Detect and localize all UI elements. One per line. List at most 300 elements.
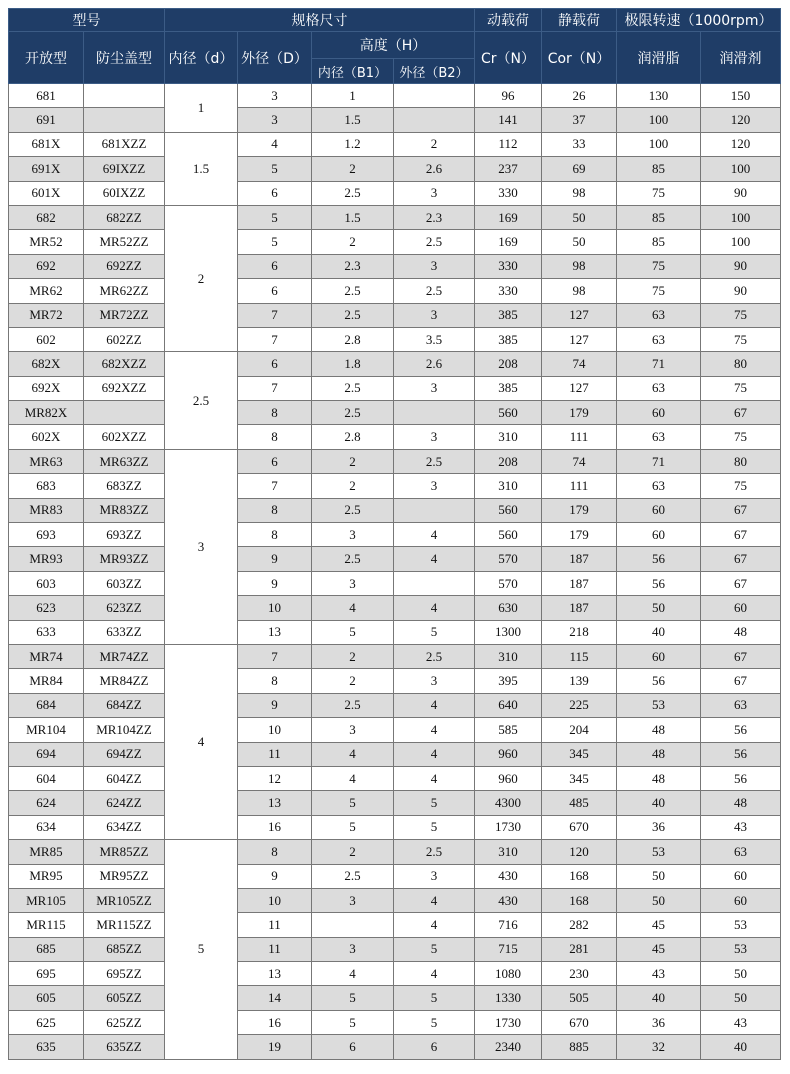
- table-row: [9, 376, 781, 400]
- oil-cell: 67: [701, 498, 781, 522]
- outer-b2-cell: 4: [394, 742, 475, 766]
- open-type-cell: MR83: [9, 498, 84, 522]
- shield-type-cell: [84, 108, 165, 132]
- oil-cell: 100: [701, 157, 781, 181]
- table-row: [9, 1010, 781, 1034]
- oil-cell: 60: [701, 888, 781, 912]
- table-row: [9, 693, 781, 717]
- inner-d-header: 内径（d）: [165, 32, 238, 84]
- open-type-cell: MR63: [9, 449, 84, 473]
- table-row: [9, 108, 781, 132]
- shield-type-cell: MR105ZZ: [84, 888, 165, 912]
- shield-type-cell: 602XZZ: [84, 425, 165, 449]
- open-type-cell: 692X: [9, 376, 84, 400]
- cor-cell: 168: [542, 864, 617, 888]
- inner-b1-cell: 1.8: [312, 352, 394, 376]
- outer-b2-cell: 4: [394, 596, 475, 620]
- inner-b1-cell: 1.5: [312, 108, 394, 132]
- open-type-cell: 684: [9, 693, 84, 717]
- cr-cell: 310: [475, 474, 542, 498]
- shield-type-cell: 633ZZ: [84, 620, 165, 644]
- cr-cell: 960: [475, 742, 542, 766]
- shield-type-cell: MR63ZZ: [84, 449, 165, 473]
- grease-cell: 100: [617, 132, 701, 156]
- table-row: [9, 644, 781, 668]
- open-type-cell: 694: [9, 742, 84, 766]
- cor-cell: 282: [542, 913, 617, 937]
- table-row: [9, 620, 781, 644]
- oil-cell: 53: [701, 913, 781, 937]
- oil-cell: 40: [701, 1035, 781, 1059]
- outer-b2-cell: 4: [394, 523, 475, 547]
- outer-b2-cell: 3: [394, 303, 475, 327]
- grease-cell: 63: [617, 474, 701, 498]
- outer-b2-cell: 4: [394, 547, 475, 571]
- outer-d-cell: 12: [238, 766, 312, 790]
- cor-cell: 50: [542, 230, 617, 254]
- outer-d-cell: 8: [238, 523, 312, 547]
- cor-cell: 179: [542, 523, 617, 547]
- cor-cell: 230: [542, 962, 617, 986]
- table-row: [9, 132, 781, 156]
- cr-cell: 169: [475, 230, 542, 254]
- grease-cell: 63: [617, 303, 701, 327]
- open-type-cell: MR95: [9, 864, 84, 888]
- outer-b2-cell: 4: [394, 962, 475, 986]
- cr-cell: 310: [475, 644, 542, 668]
- oil-cell: 80: [701, 449, 781, 473]
- outer-d-cell: 11: [238, 937, 312, 961]
- table-row: [9, 401, 781, 425]
- table-row: [9, 157, 781, 181]
- table-row: [9, 425, 781, 449]
- outer-b2-cell: 3: [394, 474, 475, 498]
- grease-cell: 48: [617, 742, 701, 766]
- inner-b1-cell: 3: [312, 718, 394, 742]
- cr-cell: 2340: [475, 1035, 542, 1059]
- grease-cell: 48: [617, 766, 701, 790]
- inner-b1-cell: 2.8: [312, 425, 394, 449]
- inner-b1-cell: 2: [312, 230, 394, 254]
- grease-cell: 85: [617, 230, 701, 254]
- outer-d-cell: 16: [238, 1010, 312, 1034]
- cr-cell: 430: [475, 888, 542, 912]
- oil-cell: 67: [701, 523, 781, 547]
- shield-type-cell: 682ZZ: [84, 205, 165, 229]
- inner-b1-cell: 4: [312, 596, 394, 620]
- shield-type-cell: 605ZZ: [84, 986, 165, 1010]
- table-row: [9, 986, 781, 1010]
- shield-type-cell: MR115ZZ: [84, 913, 165, 937]
- shield-type-cell: 69IXZZ: [84, 157, 165, 181]
- inner-b1-cell: 2: [312, 644, 394, 668]
- cor-cell: 98: [542, 181, 617, 205]
- table-row: [9, 547, 781, 571]
- open-type-cell: MR105: [9, 888, 84, 912]
- shield-type-header: 防尘盖型: [84, 32, 165, 84]
- outer-b2-cell: [394, 84, 475, 108]
- grease-cell: 56: [617, 669, 701, 693]
- outer-d-cell: 6: [238, 449, 312, 473]
- outer-b2-cell: 4: [394, 766, 475, 790]
- cor-cell: 168: [542, 888, 617, 912]
- grease-cell: 63: [617, 376, 701, 400]
- speed-limit-header: 极限转速（1000rpm）: [617, 9, 781, 32]
- shield-type-cell: 635ZZ: [84, 1035, 165, 1059]
- outer-d-header: 外径（D）: [238, 32, 312, 84]
- cr-cell: 385: [475, 303, 542, 327]
- table-row: [9, 669, 781, 693]
- shield-type-cell: 682XZZ: [84, 352, 165, 376]
- outer-b2-cell: 3.5: [394, 327, 475, 351]
- shield-type-cell: MR62ZZ: [84, 279, 165, 303]
- table-header: [9, 9, 781, 84]
- outer-b2-cell: 2.5: [394, 644, 475, 668]
- table-row: [9, 327, 781, 351]
- table-row: [9, 864, 781, 888]
- oil-cell: 56: [701, 742, 781, 766]
- cor-header: Cor（N）: [542, 32, 617, 84]
- grease-cell: 50: [617, 596, 701, 620]
- oil-cell: 63: [701, 693, 781, 717]
- outer-d-cell: 8: [238, 669, 312, 693]
- inner-b1-cell: 6: [312, 1035, 394, 1059]
- inner-b1-cell: 2.5: [312, 279, 394, 303]
- grease-cell: 60: [617, 401, 701, 425]
- cor-cell: 187: [542, 547, 617, 571]
- inner-b1-cell: 2: [312, 157, 394, 181]
- shield-type-cell: 603ZZ: [84, 571, 165, 595]
- outer-d-cell: 6: [238, 181, 312, 205]
- inner-b1-cell: 2.8: [312, 327, 394, 351]
- cor-cell: 74: [542, 352, 617, 376]
- outer-d-cell: 4: [238, 132, 312, 156]
- inner-b1-cell: 2.5: [312, 181, 394, 205]
- outer-d-cell: 13: [238, 620, 312, 644]
- shield-type-cell: [84, 401, 165, 425]
- oil-cell: 75: [701, 327, 781, 351]
- inner-b1-cell: 2: [312, 474, 394, 498]
- cr-cell: 560: [475, 498, 542, 522]
- cor-cell: 37: [542, 108, 617, 132]
- inner-b1-cell: 3: [312, 523, 394, 547]
- table-row: [9, 205, 781, 229]
- table-row: [9, 840, 781, 864]
- outer-b2-cell: 2.3: [394, 205, 475, 229]
- grease-cell: 71: [617, 449, 701, 473]
- inner-b1-cell: 2.5: [312, 376, 394, 400]
- cor-cell: 115: [542, 644, 617, 668]
- open-type-cell: MR115: [9, 913, 84, 937]
- outer-b2-cell: 5: [394, 815, 475, 839]
- cor-cell: 74: [542, 449, 617, 473]
- inner-b1-cell: [312, 913, 394, 937]
- inner-b1-cell: 1.2: [312, 132, 394, 156]
- cr-cell: 385: [475, 376, 542, 400]
- oil-cell: 43: [701, 1010, 781, 1034]
- bearing-spec-table-container: [8, 8, 781, 1060]
- cr-cell: 141: [475, 108, 542, 132]
- open-type-cell: 691X: [9, 157, 84, 181]
- shield-type-cell: 685ZZ: [84, 937, 165, 961]
- shield-type-cell: MR85ZZ: [84, 840, 165, 864]
- outer-d-cell: 8: [238, 498, 312, 522]
- cor-cell: 98: [542, 254, 617, 278]
- open-type-cell: 681: [9, 84, 84, 108]
- open-type-cell: 691: [9, 108, 84, 132]
- inner-b1-cell: 2: [312, 669, 394, 693]
- shield-type-cell: MR52ZZ: [84, 230, 165, 254]
- outer-d-cell: 6: [238, 352, 312, 376]
- cr-cell: 1730: [475, 1010, 542, 1034]
- inner-b1-cell: 4: [312, 766, 394, 790]
- cor-cell: 670: [542, 815, 617, 839]
- outer-b2-cell: 5: [394, 986, 475, 1010]
- grease-cell: 100: [617, 108, 701, 132]
- outer-d-cell: 10: [238, 888, 312, 912]
- open-type-cell: 692: [9, 254, 84, 278]
- table-row: [9, 962, 781, 986]
- dynamic-load-header: 动载荷: [475, 9, 542, 32]
- outer-b2-cell: 3: [394, 181, 475, 205]
- shield-type-cell: 624ZZ: [84, 791, 165, 815]
- open-type-cell: 603: [9, 571, 84, 595]
- grease-cell: 40: [617, 620, 701, 644]
- inner-b1-header: 内径（B1）: [312, 59, 394, 84]
- outer-d-cell: 6: [238, 279, 312, 303]
- grease-cell: 45: [617, 913, 701, 937]
- outer-d-cell: 7: [238, 644, 312, 668]
- outer-b2-cell: 2.6: [394, 352, 475, 376]
- open-type-cell: 635: [9, 1035, 84, 1059]
- open-type-cell: 633: [9, 620, 84, 644]
- outer-b2-cell: 4: [394, 718, 475, 742]
- oil-cell: 43: [701, 815, 781, 839]
- cor-cell: 120: [542, 840, 617, 864]
- open-type-cell: 634: [9, 815, 84, 839]
- shield-type-cell: 681XZZ: [84, 132, 165, 156]
- outer-d-cell: 9: [238, 571, 312, 595]
- table-row: [9, 449, 781, 473]
- cr-cell: 1300: [475, 620, 542, 644]
- outer-b2-cell: [394, 401, 475, 425]
- cr-cell: 630: [475, 596, 542, 620]
- cr-cell: 96: [475, 84, 542, 108]
- inner-d-cell: 4: [165, 644, 238, 839]
- table-row: [9, 303, 781, 327]
- grease-cell: 36: [617, 1010, 701, 1034]
- shield-type-cell: 623ZZ: [84, 596, 165, 620]
- outer-b2-cell: 4: [394, 693, 475, 717]
- grease-cell: 48: [617, 718, 701, 742]
- outer-d-cell: 3: [238, 84, 312, 108]
- grease-cell: 75: [617, 181, 701, 205]
- oil-cell: 100: [701, 230, 781, 254]
- cor-cell: 187: [542, 571, 617, 595]
- cor-cell: 111: [542, 425, 617, 449]
- cr-cell: 169: [475, 205, 542, 229]
- oil-cell: 75: [701, 425, 781, 449]
- grease-cell: 85: [617, 157, 701, 181]
- open-type-cell: 693: [9, 523, 84, 547]
- grease-cell: 43: [617, 962, 701, 986]
- outer-b2-cell: [394, 498, 475, 522]
- outer-b2-cell: 3: [394, 254, 475, 278]
- inner-b1-cell: 2.5: [312, 401, 394, 425]
- outer-b2-cell: 6: [394, 1035, 475, 1059]
- open-type-cell: 605: [9, 986, 84, 1010]
- inner-b1-cell: 1.5: [312, 205, 394, 229]
- spec-header: 规格尺寸: [165, 9, 475, 32]
- outer-b2-cell: 4: [394, 913, 475, 937]
- outer-b2-header: 外径（B2）: [394, 59, 475, 84]
- cr-cell: 330: [475, 181, 542, 205]
- cor-cell: 26: [542, 84, 617, 108]
- outer-b2-cell: 2.5: [394, 230, 475, 254]
- shield-type-cell: 694ZZ: [84, 742, 165, 766]
- outer-d-cell: 8: [238, 425, 312, 449]
- oil-cell: 56: [701, 766, 781, 790]
- outer-d-cell: 10: [238, 596, 312, 620]
- grease-cell: 60: [617, 523, 701, 547]
- cor-cell: 345: [542, 766, 617, 790]
- shield-type-cell: MR104ZZ: [84, 718, 165, 742]
- cor-cell: 218: [542, 620, 617, 644]
- oil-cell: 100: [701, 205, 781, 229]
- shield-type-cell: 683ZZ: [84, 474, 165, 498]
- oil-header: 润滑剂: [701, 32, 781, 84]
- outer-d-cell: 9: [238, 547, 312, 571]
- inner-d-cell: 2: [165, 205, 238, 351]
- cor-cell: 505: [542, 986, 617, 1010]
- inner-d-cell: 3: [165, 449, 238, 644]
- shield-type-cell: MR93ZZ: [84, 547, 165, 571]
- outer-d-cell: 13: [238, 791, 312, 815]
- oil-cell: 80: [701, 352, 781, 376]
- cr-cell: 1730: [475, 815, 542, 839]
- table-row: [9, 181, 781, 205]
- outer-b2-cell: 2.6: [394, 157, 475, 181]
- table-row: [9, 230, 781, 254]
- cor-cell: 204: [542, 718, 617, 742]
- grease-cell: 56: [617, 571, 701, 595]
- table-row: [9, 352, 781, 376]
- oil-cell: 56: [701, 718, 781, 742]
- outer-b2-cell: 5: [394, 620, 475, 644]
- table-row: [9, 523, 781, 547]
- inner-b1-cell: 3: [312, 571, 394, 595]
- inner-b1-cell: 2.5: [312, 498, 394, 522]
- inner-b1-cell: 3: [312, 937, 394, 961]
- height-header: 高度（H）: [312, 32, 475, 59]
- inner-b1-cell: 2.5: [312, 693, 394, 717]
- cr-cell: 4300: [475, 791, 542, 815]
- table-row: [9, 937, 781, 961]
- outer-d-cell: 8: [238, 401, 312, 425]
- cor-cell: 187: [542, 596, 617, 620]
- cr-cell: 1080: [475, 962, 542, 986]
- grease-cell: 40: [617, 986, 701, 1010]
- open-type-cell: MR62: [9, 279, 84, 303]
- bearing-spec-table: [8, 8, 781, 1060]
- shield-type-cell: MR95ZZ: [84, 864, 165, 888]
- cor-cell: 111: [542, 474, 617, 498]
- open-type-cell: 682: [9, 205, 84, 229]
- grease-cell: 56: [617, 547, 701, 571]
- open-type-cell: 602: [9, 327, 84, 351]
- cr-cell: 237: [475, 157, 542, 181]
- outer-b2-cell: 5: [394, 791, 475, 815]
- grease-cell: 71: [617, 352, 701, 376]
- inner-b1-cell: 1: [312, 84, 394, 108]
- cor-cell: 139: [542, 669, 617, 693]
- outer-d-cell: 5: [238, 157, 312, 181]
- open-type-cell: MR52: [9, 230, 84, 254]
- shield-type-cell: MR72ZZ: [84, 303, 165, 327]
- cr-cell: 112: [475, 132, 542, 156]
- table-row: [9, 1035, 781, 1059]
- table-row: [9, 84, 781, 108]
- open-type-cell: 695: [9, 962, 84, 986]
- cor-cell: 127: [542, 376, 617, 400]
- cr-cell: 430: [475, 864, 542, 888]
- grease-cell: 63: [617, 327, 701, 351]
- inner-b1-cell: 5: [312, 620, 394, 644]
- open-type-cell: 623: [9, 596, 84, 620]
- inner-b1-cell: 5: [312, 815, 394, 839]
- shield-type-cell: 695ZZ: [84, 962, 165, 986]
- shield-type-cell: 693ZZ: [84, 523, 165, 547]
- oil-cell: 90: [701, 279, 781, 303]
- open-type-cell: MR84: [9, 669, 84, 693]
- table-row: [9, 474, 781, 498]
- cor-cell: 98: [542, 279, 617, 303]
- oil-cell: 48: [701, 620, 781, 644]
- cr-cell: 310: [475, 425, 542, 449]
- outer-d-cell: 9: [238, 864, 312, 888]
- outer-b2-cell: 2.5: [394, 840, 475, 864]
- shield-type-cell: MR83ZZ: [84, 498, 165, 522]
- cor-cell: 127: [542, 303, 617, 327]
- shield-type-cell: 692ZZ: [84, 254, 165, 278]
- grease-cell: 75: [617, 279, 701, 303]
- inner-d-cell: 5: [165, 840, 238, 1060]
- shield-type-cell: 634ZZ: [84, 815, 165, 839]
- cor-cell: 127: [542, 327, 617, 351]
- inner-b1-cell: 2: [312, 449, 394, 473]
- oil-cell: 50: [701, 962, 781, 986]
- table-row: [9, 498, 781, 522]
- open-type-cell: 624: [9, 791, 84, 815]
- inner-d-cell: 1.5: [165, 132, 238, 205]
- cr-cell: 640: [475, 693, 542, 717]
- table-row: [9, 815, 781, 839]
- open-type-cell: MR72: [9, 303, 84, 327]
- oil-cell: 67: [701, 547, 781, 571]
- inner-b1-cell: 5: [312, 1010, 394, 1034]
- cor-cell: 281: [542, 937, 617, 961]
- table-row: [9, 718, 781, 742]
- cr-cell: 385: [475, 327, 542, 351]
- outer-b2-cell: 2.5: [394, 449, 475, 473]
- oil-cell: 60: [701, 596, 781, 620]
- inner-b1-cell: 3: [312, 888, 394, 912]
- cor-cell: 225: [542, 693, 617, 717]
- outer-d-cell: 11: [238, 913, 312, 937]
- open-type-cell: MR104: [9, 718, 84, 742]
- oil-cell: 67: [701, 571, 781, 595]
- oil-cell: 50: [701, 986, 781, 1010]
